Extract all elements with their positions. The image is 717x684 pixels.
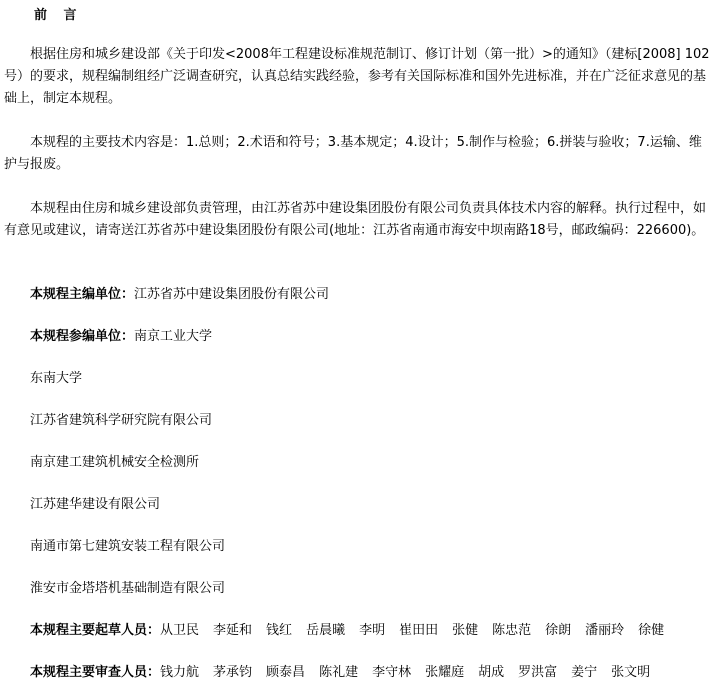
participating-unit-item: 江苏省建筑科学研究院有限公司: [30, 413, 213, 428]
drafters-line: [30, 620, 664, 642]
participating-unit-label: 本规程参编单位：: [30, 329, 135, 344]
reviewer-name: 张耀庭: [425, 665, 465, 680]
chief-unit-value: 江苏省苏中建设集团股份有限公司: [134, 287, 330, 302]
drafter-name: 潘丽玲: [585, 623, 625, 638]
drafter-name: 李延和: [213, 623, 253, 638]
participating-unit-first: 南京工业大学: [134, 329, 213, 344]
drafter-name: 岳晨曦: [306, 623, 346, 638]
drafter-name: 徐健: [638, 623, 665, 638]
drafter-name: 李明: [359, 623, 386, 638]
participating-unit-item: 南京建工建筑机械安全检测所: [30, 455, 200, 470]
reviewer-name: 陈礼建: [319, 665, 359, 680]
reviewer-name: 茅承钧: [213, 665, 253, 680]
reviewers-label: 本规程主要审查人员：: [30, 665, 161, 680]
participating-unit-item: 东南大学: [30, 371, 83, 386]
drafter-name: 张健: [452, 623, 479, 638]
drafter-name: 从卫民: [160, 623, 200, 638]
drafter-name: 徐朗: [545, 623, 572, 638]
participating-unit-line: [30, 326, 212, 348]
participating-unit-item: 江苏建华建设有限公司: [30, 497, 161, 512]
participating-unit-item: 南通市第七建筑安装工程有限公司: [30, 539, 226, 554]
paragraph-basis: 根据住房和城乡建设部《关于印发<2008年工程建设标准规范制订、修订计划（第一批）>的通知》（建标[2008] 102号）的要求，规程编制组经广泛调查研究，认真总结实践经验，参考有关国际标准和国外先进标准，并在广泛征求意见的基础上，制定本规程。: [4, 47, 710, 106]
reviewer-name: 罗洪富: [518, 665, 558, 680]
reviewer-name: 顾泰昌: [266, 665, 306, 680]
paragraph-management: 本规程由住房和城乡建设部负责管理，由江苏省苏中建设集团股份有限公司负责具体技术内容的解释。执行过程中，如有意见或建议，请寄送江苏省苏中建设集团股份有限公司(地址：江苏省南通市海安中坝南路18号，邮政编码：226600)。: [4, 201, 707, 238]
chief-unit-line: [30, 284, 329, 306]
reviewer-name: 张文明: [611, 665, 651, 680]
reviewer-name: 胡成: [478, 665, 505, 680]
drafter-name: 崔田田: [399, 623, 439, 638]
drafter-name: 陈忠范: [492, 623, 532, 638]
reviewer-name: 李守林: [372, 665, 412, 680]
reviewer-name: 钱力航: [160, 665, 200, 680]
chief-unit-label: 本规程主编单位：: [30, 287, 135, 302]
paragraph-contents: 本规程的主要技术内容是：1.总则；2.术语和符号；3.基本规定；4.设计；5.制作与检验；6.拼装与验收；7.运输、维护与报废。: [4, 135, 702, 172]
reviewer-name: 姜宁: [571, 665, 598, 680]
drafters-label: 本规程主要起草人员：: [30, 623, 161, 638]
document-title: 前 言: [34, 8, 83, 23]
drafter-name: 钱红: [266, 623, 293, 638]
participating-unit-item: 淮安市金塔塔机基础制造有限公司: [30, 581, 226, 596]
